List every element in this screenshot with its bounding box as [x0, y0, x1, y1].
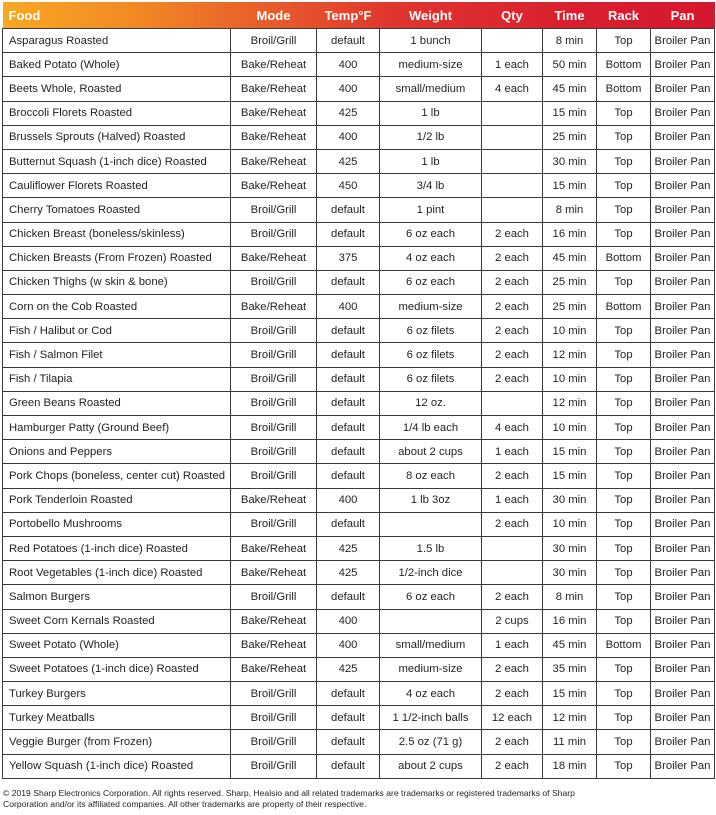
- cell-weight: [380, 512, 482, 536]
- cell-mode: Broil/Grill: [231, 512, 317, 536]
- cell-temp: default: [317, 391, 380, 415]
- cell-temp: default: [317, 706, 380, 730]
- cell-time: 45 min: [543, 246, 597, 270]
- table-row: [3, 440, 715, 464]
- cell-weight: medium-size: [380, 53, 482, 77]
- cell-mode: Broil/Grill: [231, 730, 317, 754]
- table-row: [3, 657, 715, 681]
- cell-qty: 2 each: [482, 657, 543, 681]
- cell-temp: default: [317, 367, 380, 391]
- cell-food: Brussels Sprouts (Halved) Roasted: [3, 125, 231, 149]
- cell-time: 18 min: [543, 754, 597, 778]
- cell-rack: Top: [597, 29, 651, 53]
- cell-rack: Top: [597, 270, 651, 294]
- cell-mode: Bake/Reheat: [231, 657, 317, 681]
- cell-weight: [380, 609, 482, 633]
- cell-mode: Broil/Grill: [231, 29, 317, 53]
- cell-weight: 1 lb: [380, 149, 482, 173]
- cell-pan: Broiler Pan: [651, 488, 715, 512]
- cell-temp: 425: [317, 561, 380, 585]
- cell-mode: Bake/Reheat: [231, 77, 317, 101]
- cell-rack: Top: [597, 125, 651, 149]
- cell-qty: 2 each: [482, 682, 543, 706]
- cell-rack: Top: [597, 657, 651, 681]
- cell-mode: Bake/Reheat: [231, 561, 317, 585]
- cell-food: Sweet Corn Kernals Roasted: [3, 609, 231, 633]
- cell-rack: Top: [597, 706, 651, 730]
- cell-food: Beets Whole, Roasted: [3, 77, 231, 101]
- cell-temp: 425: [317, 536, 380, 560]
- cell-rack: Top: [597, 488, 651, 512]
- copyright-footer: [3, 788, 715, 810]
- cell-time: 45 min: [543, 77, 597, 101]
- cell-mode: Broil/Grill: [231, 416, 317, 440]
- cell-temp: 400: [317, 53, 380, 77]
- cell-pan: Broiler Pan: [651, 609, 715, 633]
- table-row: [3, 270, 715, 294]
- cell-time: 25 min: [543, 295, 597, 319]
- cell-mode: Bake/Reheat: [231, 149, 317, 173]
- cell-temp: default: [317, 585, 380, 609]
- cell-weight: 8 oz each: [380, 464, 482, 488]
- header-mode: Mode: [256, 7, 291, 23]
- table-row: [3, 149, 715, 173]
- cell-weight: 6 oz each: [380, 270, 482, 294]
- cell-pan: Broiler Pan: [651, 706, 715, 730]
- table-row: [3, 706, 715, 730]
- cell-time: 15 min: [543, 440, 597, 464]
- cell-mode: Broil/Grill: [231, 367, 317, 391]
- cell-mode: Bake/Reheat: [231, 609, 317, 633]
- table-row: [3, 633, 715, 657]
- header-row: [3, 2, 715, 29]
- cell-temp: default: [317, 270, 380, 294]
- cell-weight: 6 oz each: [380, 222, 482, 246]
- cell-mode: Bake/Reheat: [231, 125, 317, 149]
- header-rack: Rack: [607, 7, 640, 23]
- cell-weight: 6 oz filets: [380, 319, 482, 343]
- copyright-line-2: Corporation and/or its affiliated companies. All other trademarks are property of their respective.: [3, 799, 367, 809]
- cell-rack: Top: [597, 754, 651, 778]
- cell-weight: small/medium: [380, 633, 482, 657]
- cell-rack: Top: [597, 536, 651, 560]
- cell-food: Chicken Breast (boneless/skinless): [3, 222, 231, 246]
- cell-temp: default: [317, 29, 380, 53]
- cell-time: 10 min: [543, 512, 597, 536]
- cell-pan: Broiler Pan: [651, 536, 715, 560]
- header-pan: Pan: [670, 7, 695, 23]
- cell-time: 50 min: [543, 53, 597, 77]
- cell-weight: 1 bunch: [380, 29, 482, 53]
- cell-temp: 400: [317, 77, 380, 101]
- cell-pan: Broiler Pan: [651, 29, 715, 53]
- cell-qty: 2 each: [482, 464, 543, 488]
- cell-weight: 4 oz each: [380, 246, 482, 270]
- cell-temp: 375: [317, 246, 380, 270]
- table-row: [3, 101, 715, 125]
- cell-food: Broccoli Florets Roasted: [3, 101, 231, 125]
- cell-rack: Top: [597, 174, 651, 198]
- cell-food: Chicken Thighs (w skin & bone): [3, 270, 231, 294]
- cell-mode: Broil/Grill: [231, 222, 317, 246]
- cell-temp: default: [317, 222, 380, 246]
- table-row: [3, 754, 715, 778]
- cell-mode: Bake/Reheat: [231, 101, 317, 125]
- cell-rack: Bottom: [597, 77, 651, 101]
- cell-temp: 400: [317, 295, 380, 319]
- cell-weight: 1/4 lb each: [380, 416, 482, 440]
- cell-temp: default: [317, 343, 380, 367]
- table-row: [3, 561, 715, 585]
- cell-weight: 4 oz each: [380, 682, 482, 706]
- cell-rack: Top: [597, 222, 651, 246]
- cell-food: Corn on the Cob Roasted: [3, 295, 231, 319]
- cell-qty: [482, 149, 543, 173]
- cell-pan: Broiler Pan: [651, 270, 715, 294]
- cell-temp: default: [317, 512, 380, 536]
- cell-weight: about 2 cups: [380, 440, 482, 464]
- cell-pan: Broiler Pan: [651, 77, 715, 101]
- cell-pan: Broiler Pan: [651, 149, 715, 173]
- cell-time: 8 min: [543, 585, 597, 609]
- cell-weight: small/medium: [380, 77, 482, 101]
- cell-qty: 1 each: [482, 53, 543, 77]
- cell-temp: default: [317, 464, 380, 488]
- cell-temp: 400: [317, 609, 380, 633]
- cell-rack: Top: [597, 730, 651, 754]
- cell-mode: Broil/Grill: [231, 440, 317, 464]
- cell-time: 15 min: [543, 464, 597, 488]
- cell-qty: 2 each: [482, 270, 543, 294]
- cell-time: 15 min: [543, 101, 597, 125]
- cell-weight: 3/4 lb: [380, 174, 482, 198]
- cell-pan: Broiler Pan: [651, 561, 715, 585]
- cell-qty: [482, 391, 543, 415]
- header-weight: Weight: [408, 7, 453, 23]
- cell-pan: Broiler Pan: [651, 174, 715, 198]
- cell-pan: Broiler Pan: [651, 657, 715, 681]
- cell-weight: medium-size: [380, 295, 482, 319]
- cell-time: 8 min: [543, 29, 597, 53]
- cell-time: 8 min: [543, 198, 597, 222]
- header-time: Time: [554, 7, 585, 23]
- cell-rack: Top: [597, 367, 651, 391]
- cell-mode: Broil/Grill: [231, 319, 317, 343]
- cell-time: 25 min: [543, 270, 597, 294]
- cell-qty: 4 each: [482, 416, 543, 440]
- cell-weight: 12 oz.: [380, 391, 482, 415]
- cell-qty: 2 each: [482, 730, 543, 754]
- cell-time: 30 min: [543, 488, 597, 512]
- cell-qty: [482, 29, 543, 53]
- table-row: [3, 343, 715, 367]
- cell-temp: default: [317, 754, 380, 778]
- cell-pan: Broiler Pan: [651, 682, 715, 706]
- cell-pan: Broiler Pan: [651, 730, 715, 754]
- cell-qty: 1 each: [482, 488, 543, 512]
- cell-weight: 2.5 oz (71 g): [380, 730, 482, 754]
- cell-time: 10 min: [543, 416, 597, 440]
- cell-qty: [482, 561, 543, 585]
- cell-time: 10 min: [543, 367, 597, 391]
- header-temp: Temp°F: [324, 7, 372, 23]
- cell-qty: 2 each: [482, 367, 543, 391]
- cell-weight: 1 1/2-inch balls: [380, 706, 482, 730]
- cell-pan: Broiler Pan: [651, 440, 715, 464]
- cell-food: Onions and Peppers: [3, 440, 231, 464]
- cell-weight: about 2 cups: [380, 754, 482, 778]
- cell-rack: Top: [597, 416, 651, 440]
- cell-weight: 1 lb 3oz: [380, 488, 482, 512]
- table-row: [3, 464, 715, 488]
- cell-food: Cherry Tomatoes Roasted: [3, 198, 231, 222]
- cell-pan: Broiler Pan: [651, 53, 715, 77]
- cell-food: Fish / Halibut or Cod: [3, 319, 231, 343]
- cell-qty: 2 each: [482, 295, 543, 319]
- cell-food: Baked Potato (Whole): [3, 53, 231, 77]
- cell-rack: Top: [597, 512, 651, 536]
- cell-temp: 425: [317, 149, 380, 173]
- table-row: [3, 609, 715, 633]
- cell-pan: Broiler Pan: [651, 222, 715, 246]
- cell-time: 12 min: [543, 343, 597, 367]
- header-qty: Qty: [501, 7, 523, 23]
- cell-time: 16 min: [543, 609, 597, 633]
- cell-pan: Broiler Pan: [651, 125, 715, 149]
- table-row: [3, 198, 715, 222]
- cell-time: 12 min: [543, 391, 597, 415]
- cell-mode: Broil/Grill: [231, 585, 317, 609]
- cell-weight: 1 pint: [380, 198, 482, 222]
- table-row: [3, 391, 715, 415]
- cell-temp: default: [317, 416, 380, 440]
- cell-mode: Bake/Reheat: [231, 488, 317, 512]
- table-row: [3, 319, 715, 343]
- cell-time: 16 min: [543, 222, 597, 246]
- cell-pan: Broiler Pan: [651, 343, 715, 367]
- cell-time: 12 min: [543, 706, 597, 730]
- cell-pan: Broiler Pan: [651, 464, 715, 488]
- cell-qty: [482, 536, 543, 560]
- cell-pan: Broiler Pan: [651, 101, 715, 125]
- cell-pan: Broiler Pan: [651, 416, 715, 440]
- cell-pan: Broiler Pan: [651, 319, 715, 343]
- cell-food: Turkey Meatballs: [3, 706, 231, 730]
- cell-mode: Broil/Grill: [231, 706, 317, 730]
- cell-food: Hamburger Patty (Ground Beef): [3, 416, 231, 440]
- cell-weight: 1 lb: [380, 101, 482, 125]
- cell-qty: 2 each: [482, 754, 543, 778]
- cell-mode: Bake/Reheat: [231, 536, 317, 560]
- cell-qty: 2 each: [482, 585, 543, 609]
- table-row: [3, 246, 715, 270]
- cell-mode: Broil/Grill: [231, 391, 317, 415]
- cell-temp: 425: [317, 101, 380, 125]
- table-row: [3, 222, 715, 246]
- cell-mode: Broil/Grill: [231, 754, 317, 778]
- table-row: [3, 416, 715, 440]
- cell-temp: default: [317, 730, 380, 754]
- cell-mode: Bake/Reheat: [231, 174, 317, 198]
- cell-rack: Bottom: [597, 53, 651, 77]
- cell-weight: 6 oz filets: [380, 367, 482, 391]
- cell-food: Red Potatoes (1-inch dice) Roasted: [3, 536, 231, 560]
- cell-food: Portobello Mushrooms: [3, 512, 231, 536]
- cooking-chart-table: [2, 2, 715, 779]
- cell-temp: default: [317, 319, 380, 343]
- table-row: [3, 488, 715, 512]
- cell-rack: Top: [597, 609, 651, 633]
- cell-food: Turkey Burgers: [3, 682, 231, 706]
- cell-mode: Broil/Grill: [231, 270, 317, 294]
- cell-mode: Broil/Grill: [231, 464, 317, 488]
- table-row: [3, 295, 715, 319]
- cell-food: Pork Tenderloin Roasted: [3, 488, 231, 512]
- cell-food: Asparagus Roasted: [3, 29, 231, 53]
- cell-food: Yellow Squash (1-inch dice) Roasted: [3, 754, 231, 778]
- cell-weight: 1/2 lb: [380, 125, 482, 149]
- cell-temp: default: [317, 440, 380, 464]
- header-food: Food: [8, 7, 41, 23]
- cell-weight: medium-size: [380, 657, 482, 681]
- cell-weight: 6 oz each: [380, 585, 482, 609]
- cell-qty: 4 each: [482, 77, 543, 101]
- cell-mode: Bake/Reheat: [231, 246, 317, 270]
- cell-weight: 1/2-inch dice: [380, 561, 482, 585]
- cell-rack: Top: [597, 149, 651, 173]
- cell-pan: Broiler Pan: [651, 633, 715, 657]
- cell-mode: Broil/Grill: [231, 198, 317, 222]
- cell-temp: 425: [317, 657, 380, 681]
- cell-mode: Bake/Reheat: [231, 633, 317, 657]
- table-row: [3, 512, 715, 536]
- table-row: [3, 77, 715, 101]
- cell-qty: 2 cups: [482, 609, 543, 633]
- cell-mode: Bake/Reheat: [231, 53, 317, 77]
- cell-mode: Broil/Grill: [231, 682, 317, 706]
- cell-rack: Bottom: [597, 633, 651, 657]
- cell-pan: Broiler Pan: [651, 391, 715, 415]
- cell-temp: 400: [317, 633, 380, 657]
- cell-weight: 6 oz filets: [380, 343, 482, 367]
- cell-rack: Bottom: [597, 246, 651, 270]
- cell-qty: 2 each: [482, 222, 543, 246]
- cell-temp: 400: [317, 488, 380, 512]
- copyright-line-1: © 2019 Sharp Electronics Corporation. All rights reserved. Sharp, Healsio and all related trademarks are trademarks or registered trademarks of Sharp: [3, 788, 575, 798]
- cell-pan: Broiler Pan: [651, 367, 715, 391]
- cell-rack: Top: [597, 561, 651, 585]
- cell-rack: Top: [597, 391, 651, 415]
- cell-rack: Top: [597, 343, 651, 367]
- cell-time: 30 min: [543, 561, 597, 585]
- cell-rack: Top: [597, 585, 651, 609]
- cell-food: Pork Chops (boneless, center cut) Roasted: [3, 464, 231, 488]
- cell-qty: 1 each: [482, 440, 543, 464]
- table-row: [3, 125, 715, 149]
- cell-food: Cauliflower Florets Roasted: [3, 174, 231, 198]
- cell-pan: Broiler Pan: [651, 246, 715, 270]
- cell-rack: Top: [597, 198, 651, 222]
- table-row: [3, 174, 715, 198]
- cell-time: 10 min: [543, 319, 597, 343]
- cell-temp: 450: [317, 174, 380, 198]
- cell-qty: 12 each: [482, 706, 543, 730]
- cell-food: Veggie Burger (from Frozen): [3, 730, 231, 754]
- cell-food: Chicken Breasts (From Frozen) Roasted: [3, 246, 231, 270]
- table-row: [3, 367, 715, 391]
- cell-pan: Broiler Pan: [651, 198, 715, 222]
- table-row: [3, 29, 715, 53]
- cell-qty: [482, 101, 543, 125]
- cell-time: 11 min: [543, 730, 597, 754]
- cell-rack: Top: [597, 101, 651, 125]
- cell-food: Green Beans Roasted: [3, 391, 231, 415]
- cell-qty: [482, 125, 543, 149]
- table-row: [3, 730, 715, 754]
- cell-mode: Bake/Reheat: [231, 295, 317, 319]
- table-row: [3, 682, 715, 706]
- cell-qty: 1 each: [482, 633, 543, 657]
- cell-time: 25 min: [543, 125, 597, 149]
- table-row: [3, 53, 715, 77]
- cell-food: Root Vegetables (1-inch dice) Roasted: [3, 561, 231, 585]
- table-row: [3, 585, 715, 609]
- cell-pan: Broiler Pan: [651, 585, 715, 609]
- cell-time: 15 min: [543, 174, 597, 198]
- cell-pan: Broiler Pan: [651, 512, 715, 536]
- cell-time: 30 min: [543, 536, 597, 560]
- cell-food: Salmon Burgers: [3, 585, 231, 609]
- cell-food: Sweet Potatoes (1-inch dice) Roasted: [3, 657, 231, 681]
- cell-temp: default: [317, 682, 380, 706]
- cell-food: Sweet Potato (Whole): [3, 633, 231, 657]
- cell-qty: 2 each: [482, 343, 543, 367]
- cell-time: 35 min: [543, 657, 597, 681]
- cell-pan: Broiler Pan: [651, 295, 715, 319]
- cell-food: Fish / Salmon Filet: [3, 343, 231, 367]
- cell-food: Fish / Tilapia: [3, 367, 231, 391]
- cell-rack: Top: [597, 464, 651, 488]
- cell-qty: [482, 174, 543, 198]
- cell-rack: Top: [597, 319, 651, 343]
- cell-pan: Broiler Pan: [651, 754, 715, 778]
- cell-qty: [482, 198, 543, 222]
- cell-qty: 2 each: [482, 319, 543, 343]
- cell-qty: 2 each: [482, 246, 543, 270]
- cell-qty: 2 each: [482, 512, 543, 536]
- cell-temp: 400: [317, 125, 380, 149]
- cell-rack: Top: [597, 682, 651, 706]
- cell-time: 30 min: [543, 149, 597, 173]
- cell-rack: Bottom: [597, 295, 651, 319]
- cell-time: 15 min: [543, 682, 597, 706]
- table-row: [3, 536, 715, 560]
- cell-temp: default: [317, 198, 380, 222]
- cell-mode: Broil/Grill: [231, 343, 317, 367]
- cell-weight: 1.5 lb: [380, 536, 482, 560]
- cell-rack: Top: [597, 440, 651, 464]
- cell-time: 45 min: [543, 633, 597, 657]
- cell-food: Butternut Squash (1-inch dice) Roasted: [3, 149, 231, 173]
